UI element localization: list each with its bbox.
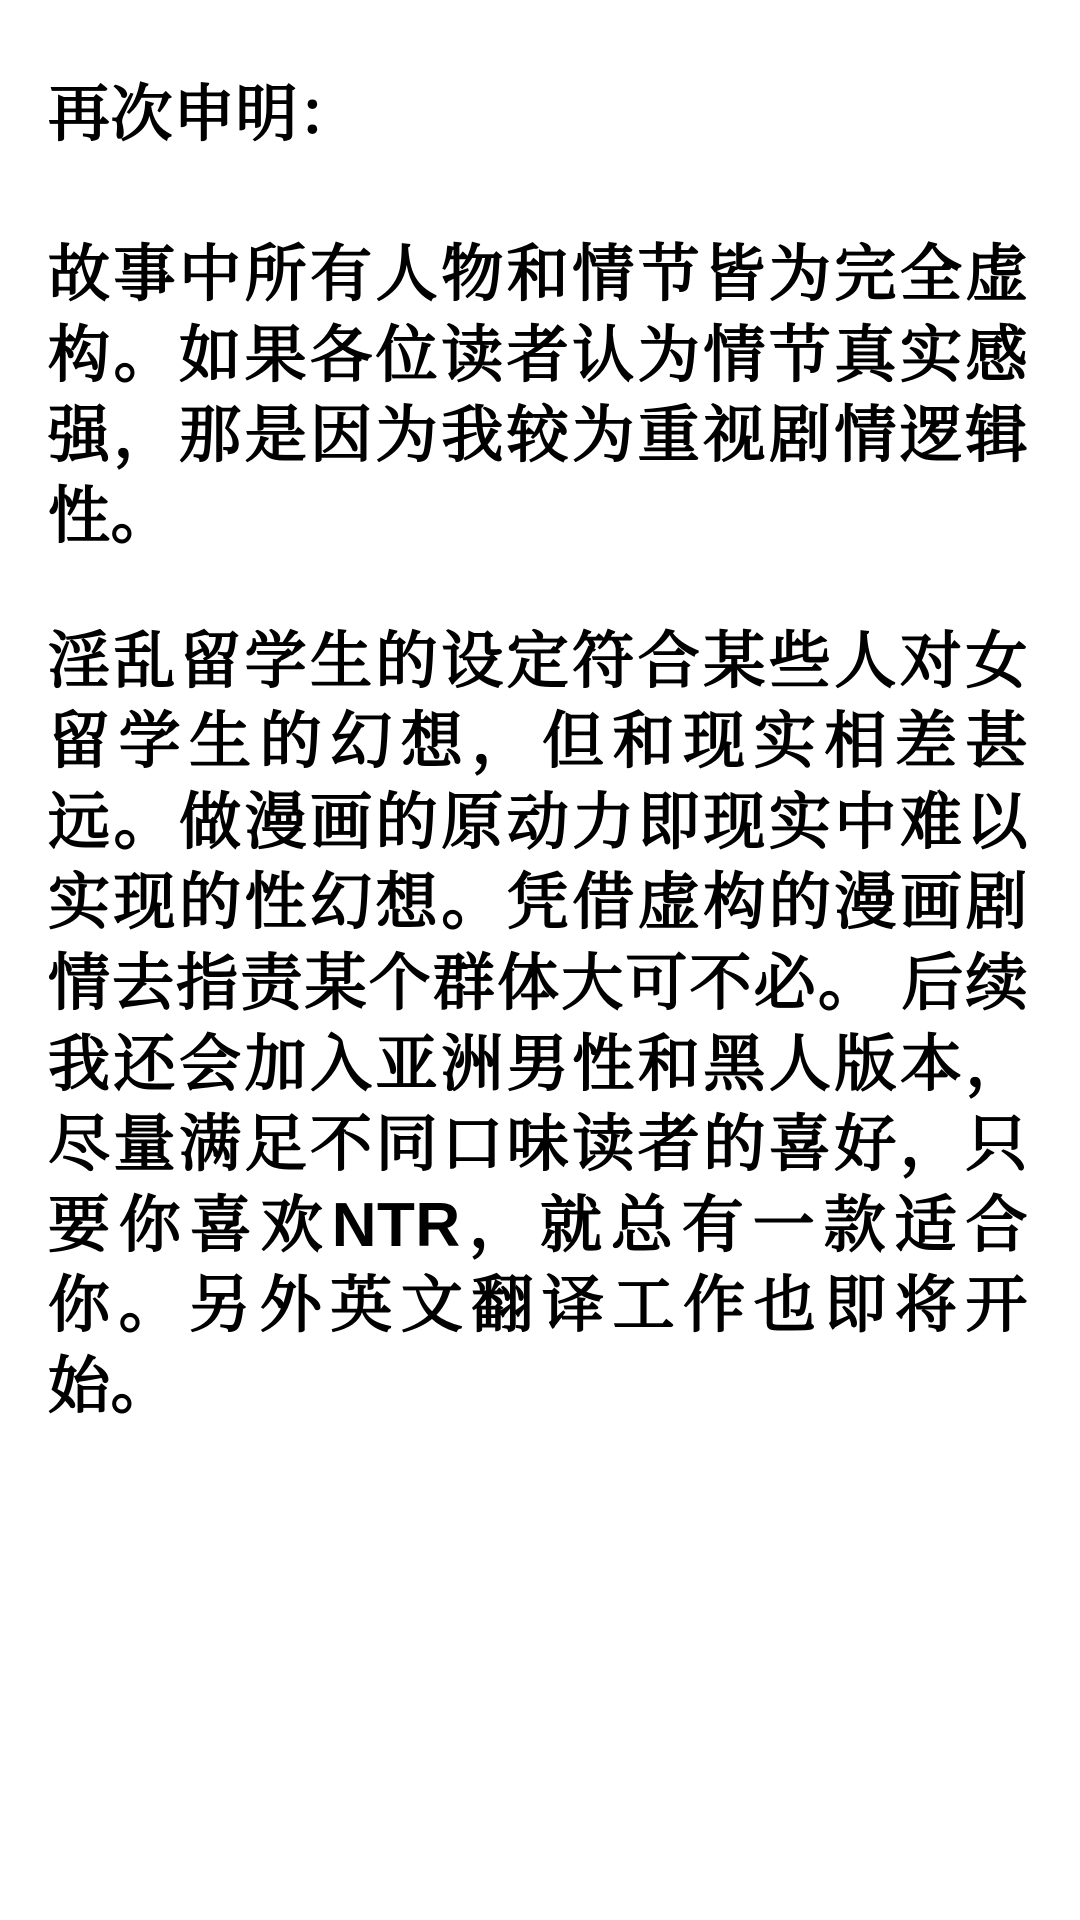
page-title: 再次申明：	[48, 80, 361, 149]
spacer	[48, 177, 1028, 235]
disclaimer-paragraph-2: 淫乱留学生的设定符合某些人对女留学生的幻想，但和现实相差甚远。做漫画的原动力即现实中难以实现的性幻想。凭借虚构的漫画剧情去指责某个群体大可不必。 后续我还会加入亚洲男性和黑人版本，尽量满足不同口味读者的喜好，只要你喜欢NTR，就总有一款适合你。另外英文翻译工作也即将开始。	[48, 626, 1028, 1421]
disclaimer-paragraph-1: 故事中所有人物和情节皆为完全虚构。如果各位读者认为情节真实感强，那是因为我较为重视剧情逻辑性。	[48, 240, 1028, 551]
